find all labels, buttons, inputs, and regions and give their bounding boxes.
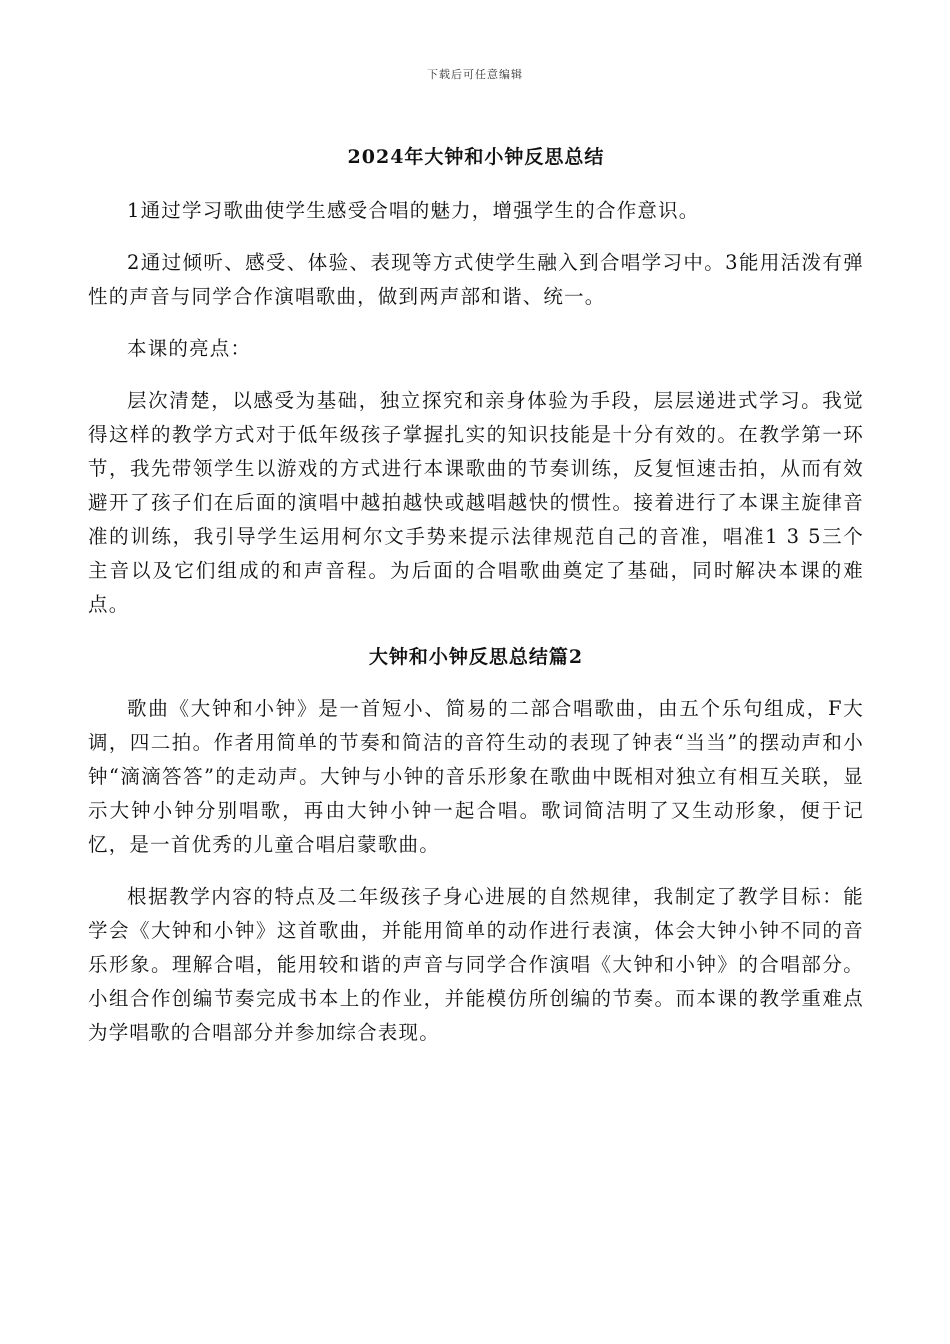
paragraph-objective-1: 1通过学习歌曲使学生感受合唱的魅力，增强学生的合作意识。: [127, 199, 700, 222]
paragraph-song-intro: 歌曲《大钟和小钟》是一首短小、简易的二部合唱歌曲，由五个乐句组成，F大调，四二拍。作者用简单的节奏和简洁的音符生动的表现了钟表“当当”的摆动声和小钟“滴滴答答”的走动声。大钟与小钟的音乐形象在歌曲中既相对独立有相互关联，显示大钟小钟分别唱歌，再由大钟小钟一起合唱。歌词简洁明了又生动形象，便于记忆，是一首优秀的儿童合唱启蒙歌曲。: [88, 697, 864, 856]
paragraph-highlights-label: 本课的亮点：: [127, 337, 252, 360]
header-note: 下载后可任意编辑: [427, 68, 523, 81]
section-heading-2: 大钟和小钟反思总结篇2: [368, 646, 584, 668]
document-title: 2024年大钟和小钟反思总结: [347, 146, 605, 168]
paragraph-objective-2-3: 2通过倾听、感受、体验、表现等方式使学生融入到合唱学习中。3能用活泼有弹性的声音与同学合作演唱歌曲，做到两声部和谐、统一。: [88, 251, 864, 308]
paragraph-teaching-goals: 根据教学内容的特点及二年级孩子身心进展的自然规律，我制定了教学目标：能学会《大钟和小钟》这首歌曲，并能用简单的动作进行表演，体会大钟小钟不同的音乐形象。理解合唱，能用较和谐的声音与同学合作演唱《大钟和小钟》的合唱部分。小组合作创编节奏完成书本上的作业，并能模仿所创编的节奏。而本课的教学重难点为学唱歌的合唱部分并参加综合表现。: [88, 885, 864, 1044]
paragraph-highlights-body: 层次清楚，以感受为基础，独立探究和亲身体验为手段，层层递进式学习。我觉得这样的教学方式对于低年级孩子掌握扎实的知识技能是十分有效的。在教学第一环节，我先带领学生以游戏的方式进行本课歌曲的节奏训练，反复恒速击拍，从而有效避开了孩子们在后面的演唱中越拍越快或越唱越快的惯性。接着进行了本课主旋律音准的训练，我引导学生运用柯尔文手势来提示法律规范自己的音准，唱准1 3 5三个主音以及它们组成的和声音程。为后面的合唱歌曲奠定了基础，同时解决本课的难点。: [88, 389, 864, 616]
document-body: [88, 140, 864, 1050]
